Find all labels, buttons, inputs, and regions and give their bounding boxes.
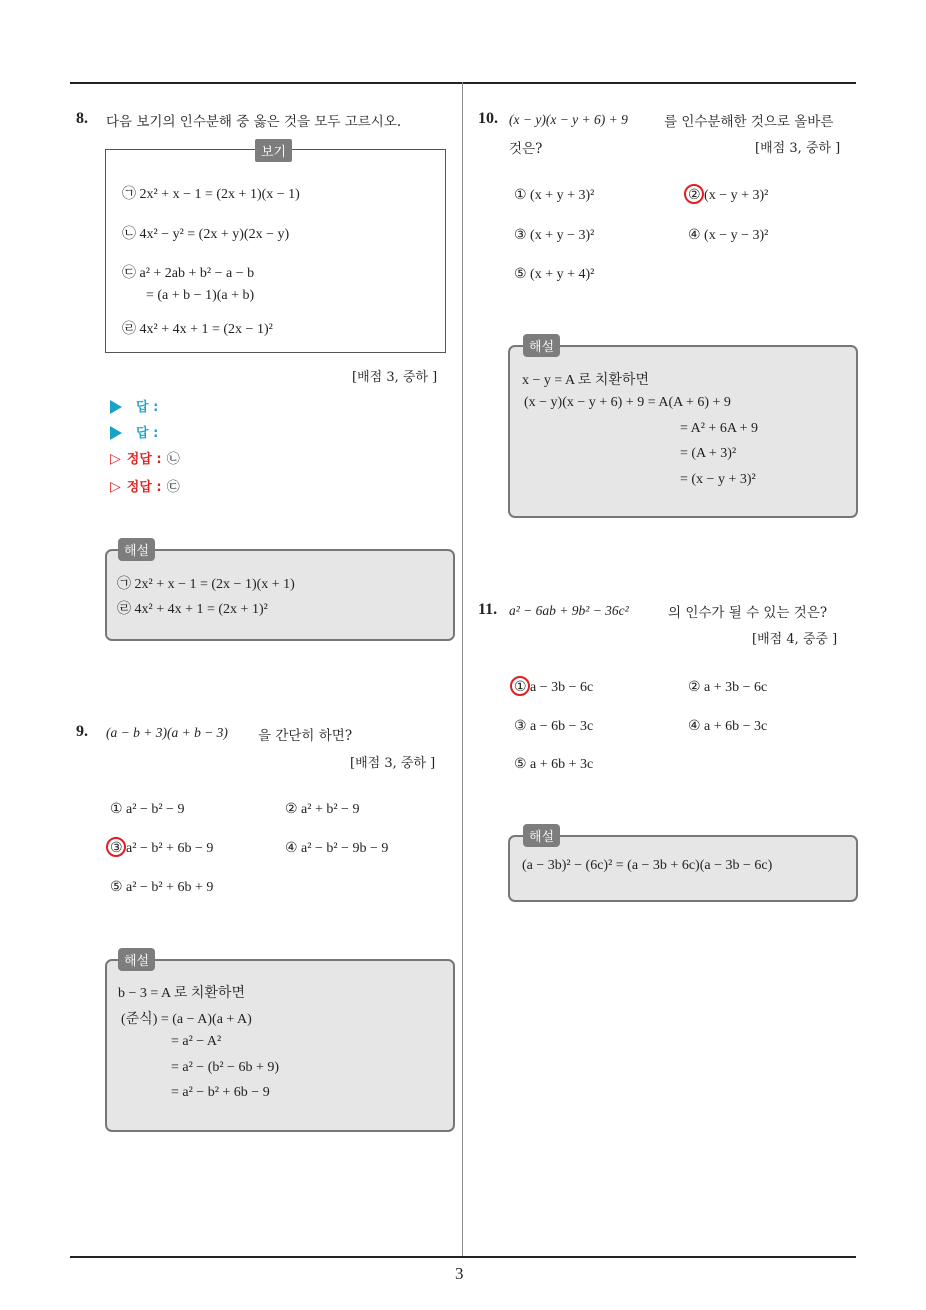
- q9-prompt: 을 간단히 하면?: [258, 728, 353, 744]
- bottom-rule: [70, 1256, 856, 1258]
- q10-number: 10.: [478, 110, 498, 127]
- q9-expl-line-5: = a² − b² + 6b − 9: [171, 1085, 270, 1100]
- q9-prompt-math: (a − b + 3)(a + b − 3): [106, 725, 228, 740]
- q10-answer-mark: [684, 184, 704, 204]
- q11-choice-5: ⑤ a + 6b + 3c: [514, 757, 594, 772]
- q8-score: [배점 3, 중하 ]: [352, 370, 438, 385]
- q8-item-4: ㉣ 4x² + 4x + 1 = (2x − 1)²: [122, 322, 273, 337]
- q10-prompt: 를 인수분해한 것으로 올바른: [664, 114, 834, 130]
- q10-expl-line-3: = A² + 6A + 9: [680, 421, 759, 436]
- q10-prompt-2: 것은?: [509, 141, 543, 157]
- q9-choice-1: ① a² − b² − 9: [110, 802, 185, 817]
- q9-choice-5: ⑤ a² − b² + 6b + 9: [110, 880, 214, 895]
- q8-item-3b: = (a + b − 1)(a + b): [146, 288, 255, 303]
- q9-expl-line-2: (준식) = (a − A)(a + A): [121, 1012, 252, 1027]
- q9-expl-line-3: = a² − A²: [171, 1034, 222, 1049]
- page-number: 3: [455, 1264, 464, 1283]
- q8-box-label: 보기: [255, 139, 292, 162]
- q8-answer-2: 답 :: [110, 422, 158, 441]
- q11-choice-1: ① a − 3b − 6c: [514, 680, 594, 695]
- q11-prompt: 의 인수가 될 수 있는 것은?: [668, 605, 828, 621]
- q10-prompt-math: (x − y)(x − y + 6) + 9: [509, 112, 628, 127]
- q8-correct-1: ▷ 정답 : ㉡: [110, 451, 180, 467]
- q11-choice-3: ③ a − 6b − 3c: [514, 719, 594, 734]
- q10-choice-2: ② (x − y + 3)²: [688, 188, 769, 203]
- q9-expl-line-4: = a² − (b² − 6b + 9): [171, 1060, 280, 1075]
- q10-expl-line-2: (x − y)(x − y + 6) + 9 = A(A + 6) + 9: [524, 395, 731, 410]
- q11-prompt-math: a² − 6ab + 9b² − 36c²: [509, 603, 629, 618]
- triangle-outline-icon: ▷: [110, 451, 121, 467]
- q9-expl-line-1: b − 3 = A 로 치환하면: [118, 986, 245, 1001]
- q8-expl-line-1: ㉠ 2x² + x − 1 = (2x − 1)(x + 1): [117, 577, 295, 592]
- q9-expl-label: 해설: [118, 948, 155, 971]
- column-divider: [462, 82, 463, 1257]
- q10-choice-5: ⑤ (x + y + 4)²: [514, 267, 595, 282]
- q8-expl-line-2: ㉣ 4x² + 4x + 1 = (2x + 1)²: [117, 602, 268, 617]
- q11-score: [배점 4, 중중 ]: [752, 632, 838, 647]
- q8-prompt: 다음 보기의 인수분해 중 옳은 것을 모두 고르시오.: [106, 114, 402, 130]
- q10-expl-line-5: = (x − y + 3)²: [680, 472, 756, 487]
- q9-choice-4: ④ a² − b² − 9b − 9: [285, 841, 389, 856]
- triangle-icon: [110, 400, 122, 414]
- q10-expl-label: 해설: [523, 334, 560, 357]
- q10-expl-line-4: = (A + 3)²: [680, 446, 737, 461]
- q11-answer-mark: [510, 676, 530, 696]
- q8-explanation: [105, 549, 455, 641]
- triangle-outline-icon: ▷: [110, 479, 121, 495]
- q10-choice-4: ④ (x − y − 3)²: [688, 228, 769, 243]
- q8-number: 8.: [76, 110, 88, 127]
- q11-choice-4: ④ a + 6b − 3c: [688, 719, 768, 734]
- q11-choice-2: ② a + 3b − 6c: [688, 680, 768, 695]
- q10-choice-3: ③ (x + y − 3)²: [514, 228, 595, 243]
- q9-score: [배점 3, 중하 ]: [350, 756, 436, 771]
- q8-answer-1: 답 :: [110, 396, 158, 415]
- q9-choice-2: ② a² + b² − 9: [285, 802, 360, 817]
- q9-answer-mark: [106, 837, 126, 857]
- q11-expl-label: 해설: [523, 824, 560, 847]
- q11-number: 11.: [478, 601, 498, 618]
- triangle-icon: [110, 426, 122, 440]
- q8-item-1: ㉠ 2x² + x − 1 = (2x + 1)(x − 1): [122, 187, 300, 202]
- q11-expl-line-1: (a − 3b)² − (6c)² = (a − 3b + 6c)(a − 3b − 6c): [522, 858, 773, 873]
- q8-item-2: ㉡ 4x² − y² = (2x + y)(2x − y): [122, 227, 290, 242]
- q10-choice-1: ① (x + y + 3)²: [514, 188, 595, 203]
- q9-number: 9.: [76, 723, 88, 740]
- q10-expl-line-1: x − y = A 로 치환하면: [522, 373, 649, 388]
- q10-score: [배점 3, 중하 ]: [755, 141, 841, 156]
- q8-expl-label: 해설: [118, 538, 155, 561]
- q9-choice-3: ③ a² − b² + 6b − 9: [110, 841, 214, 856]
- top-rule: [70, 82, 856, 84]
- q8-correct-2: ▷ 정답 : ㉢: [110, 479, 180, 495]
- q8-item-3a: ㉢ a² + 2ab + b² − a − b: [122, 266, 255, 281]
